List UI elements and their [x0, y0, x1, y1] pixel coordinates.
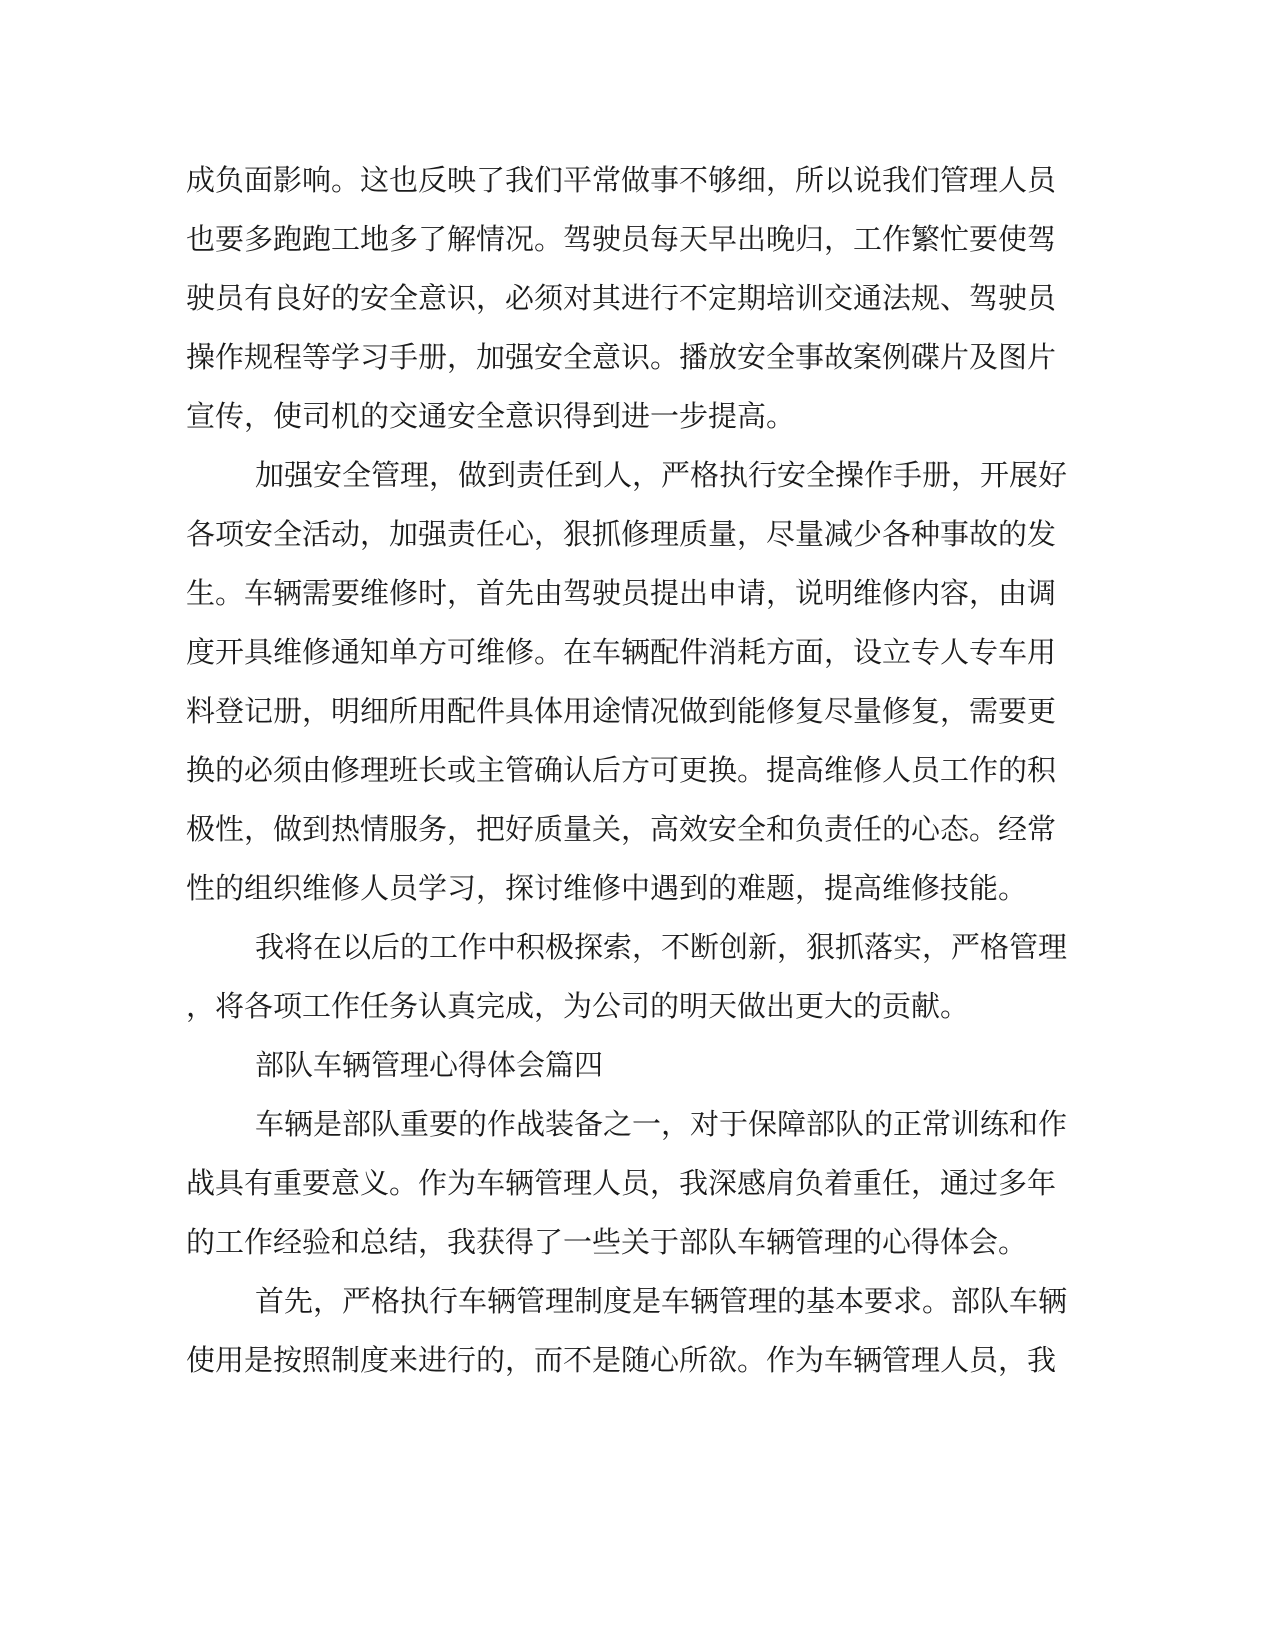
paragraph-2-line-3: 生。车辆需要维修时，首先由驾驶员提出申请，说明维修内容，由调: [186, 576, 1057, 610]
paragraph-3-line-1: 我将在以后的工作中积极探索，不断创新，狠抓落实，严格管理: [255, 930, 1068, 964]
paragraph-2-line-7: 极性，做到热情服务，把好质量关，高效安全和负责任的心态。经常: [186, 812, 1057, 846]
paragraph-2-line-5: 料登记册，明细所用配件具体用途情况做到能修复尽量修复，需要更: [186, 694, 1057, 728]
paragraph-1-line-1: 成负面影响。这也反映了我们平常做事不够细，所以说我们管理人员: [186, 163, 1057, 197]
paragraph-4-line-1: 车辆是部队重要的作战装备之一，对于保障部队的正常训练和作: [255, 1107, 1068, 1141]
paragraph-4-line-3: 的工作经验和总结，我获得了一些关于部队车辆管理的心得体会。: [186, 1225, 1028, 1259]
paragraph-1-line-2: 也要多跑跑工地多了解情况。驾驶员每天早出晚归，工作繁忙要使驾: [186, 222, 1057, 256]
paragraph-1-line-5: 宣传，使司机的交通安全意识得到进一步提高。: [186, 399, 796, 433]
paragraph-2-line-1: 加强安全管理，做到责任到人，严格执行安全操作手册，开展好: [255, 458, 1068, 492]
paragraph-2-line-6: 换的必须由修理班长或主管确认后方可更换。提高维修人员工作的积: [186, 753, 1057, 787]
paragraph-2-line-8: 性的组织维修人员学习，探讨维修中遇到的难题，提高维修技能。: [186, 871, 1028, 905]
paragraph-2-line-2: 各项安全活动，加强责任心，狠抓修理质量，尽量减少各种事故的发: [186, 517, 1057, 551]
paragraph-1-line-4: 操作规程等学习手册，加强安全意识。播放安全事故案例碟片及图片: [186, 340, 1057, 374]
paragraph-3-line-2: ，将各项工作任务认真完成，为公司的明天做出更大的贡献。: [186, 989, 970, 1023]
section-heading: 部队车辆管理心得体会篇四: [255, 1048, 604, 1082]
paragraph-2-line-4: 度开具维修通知单方可维修。在车辆配件消耗方面，设立专人专车用: [186, 635, 1057, 669]
paragraph-1-line-3: 驶员有良好的安全意识，必须对其进行不定期培训交通法规、驾驶员: [186, 281, 1057, 315]
paragraph-5-line-2: 使用是按照制度来进行的，而不是随心所欲。作为车辆管理人员，我: [186, 1343, 1057, 1377]
paragraph-5-line-1: 首先，严格执行车辆管理制度是车辆管理的基本要求。部队车辆: [255, 1284, 1068, 1318]
paragraph-4-line-2: 战具有重要意义。作为车辆管理人员，我深感肩负着重任，通过多年: [186, 1166, 1057, 1200]
